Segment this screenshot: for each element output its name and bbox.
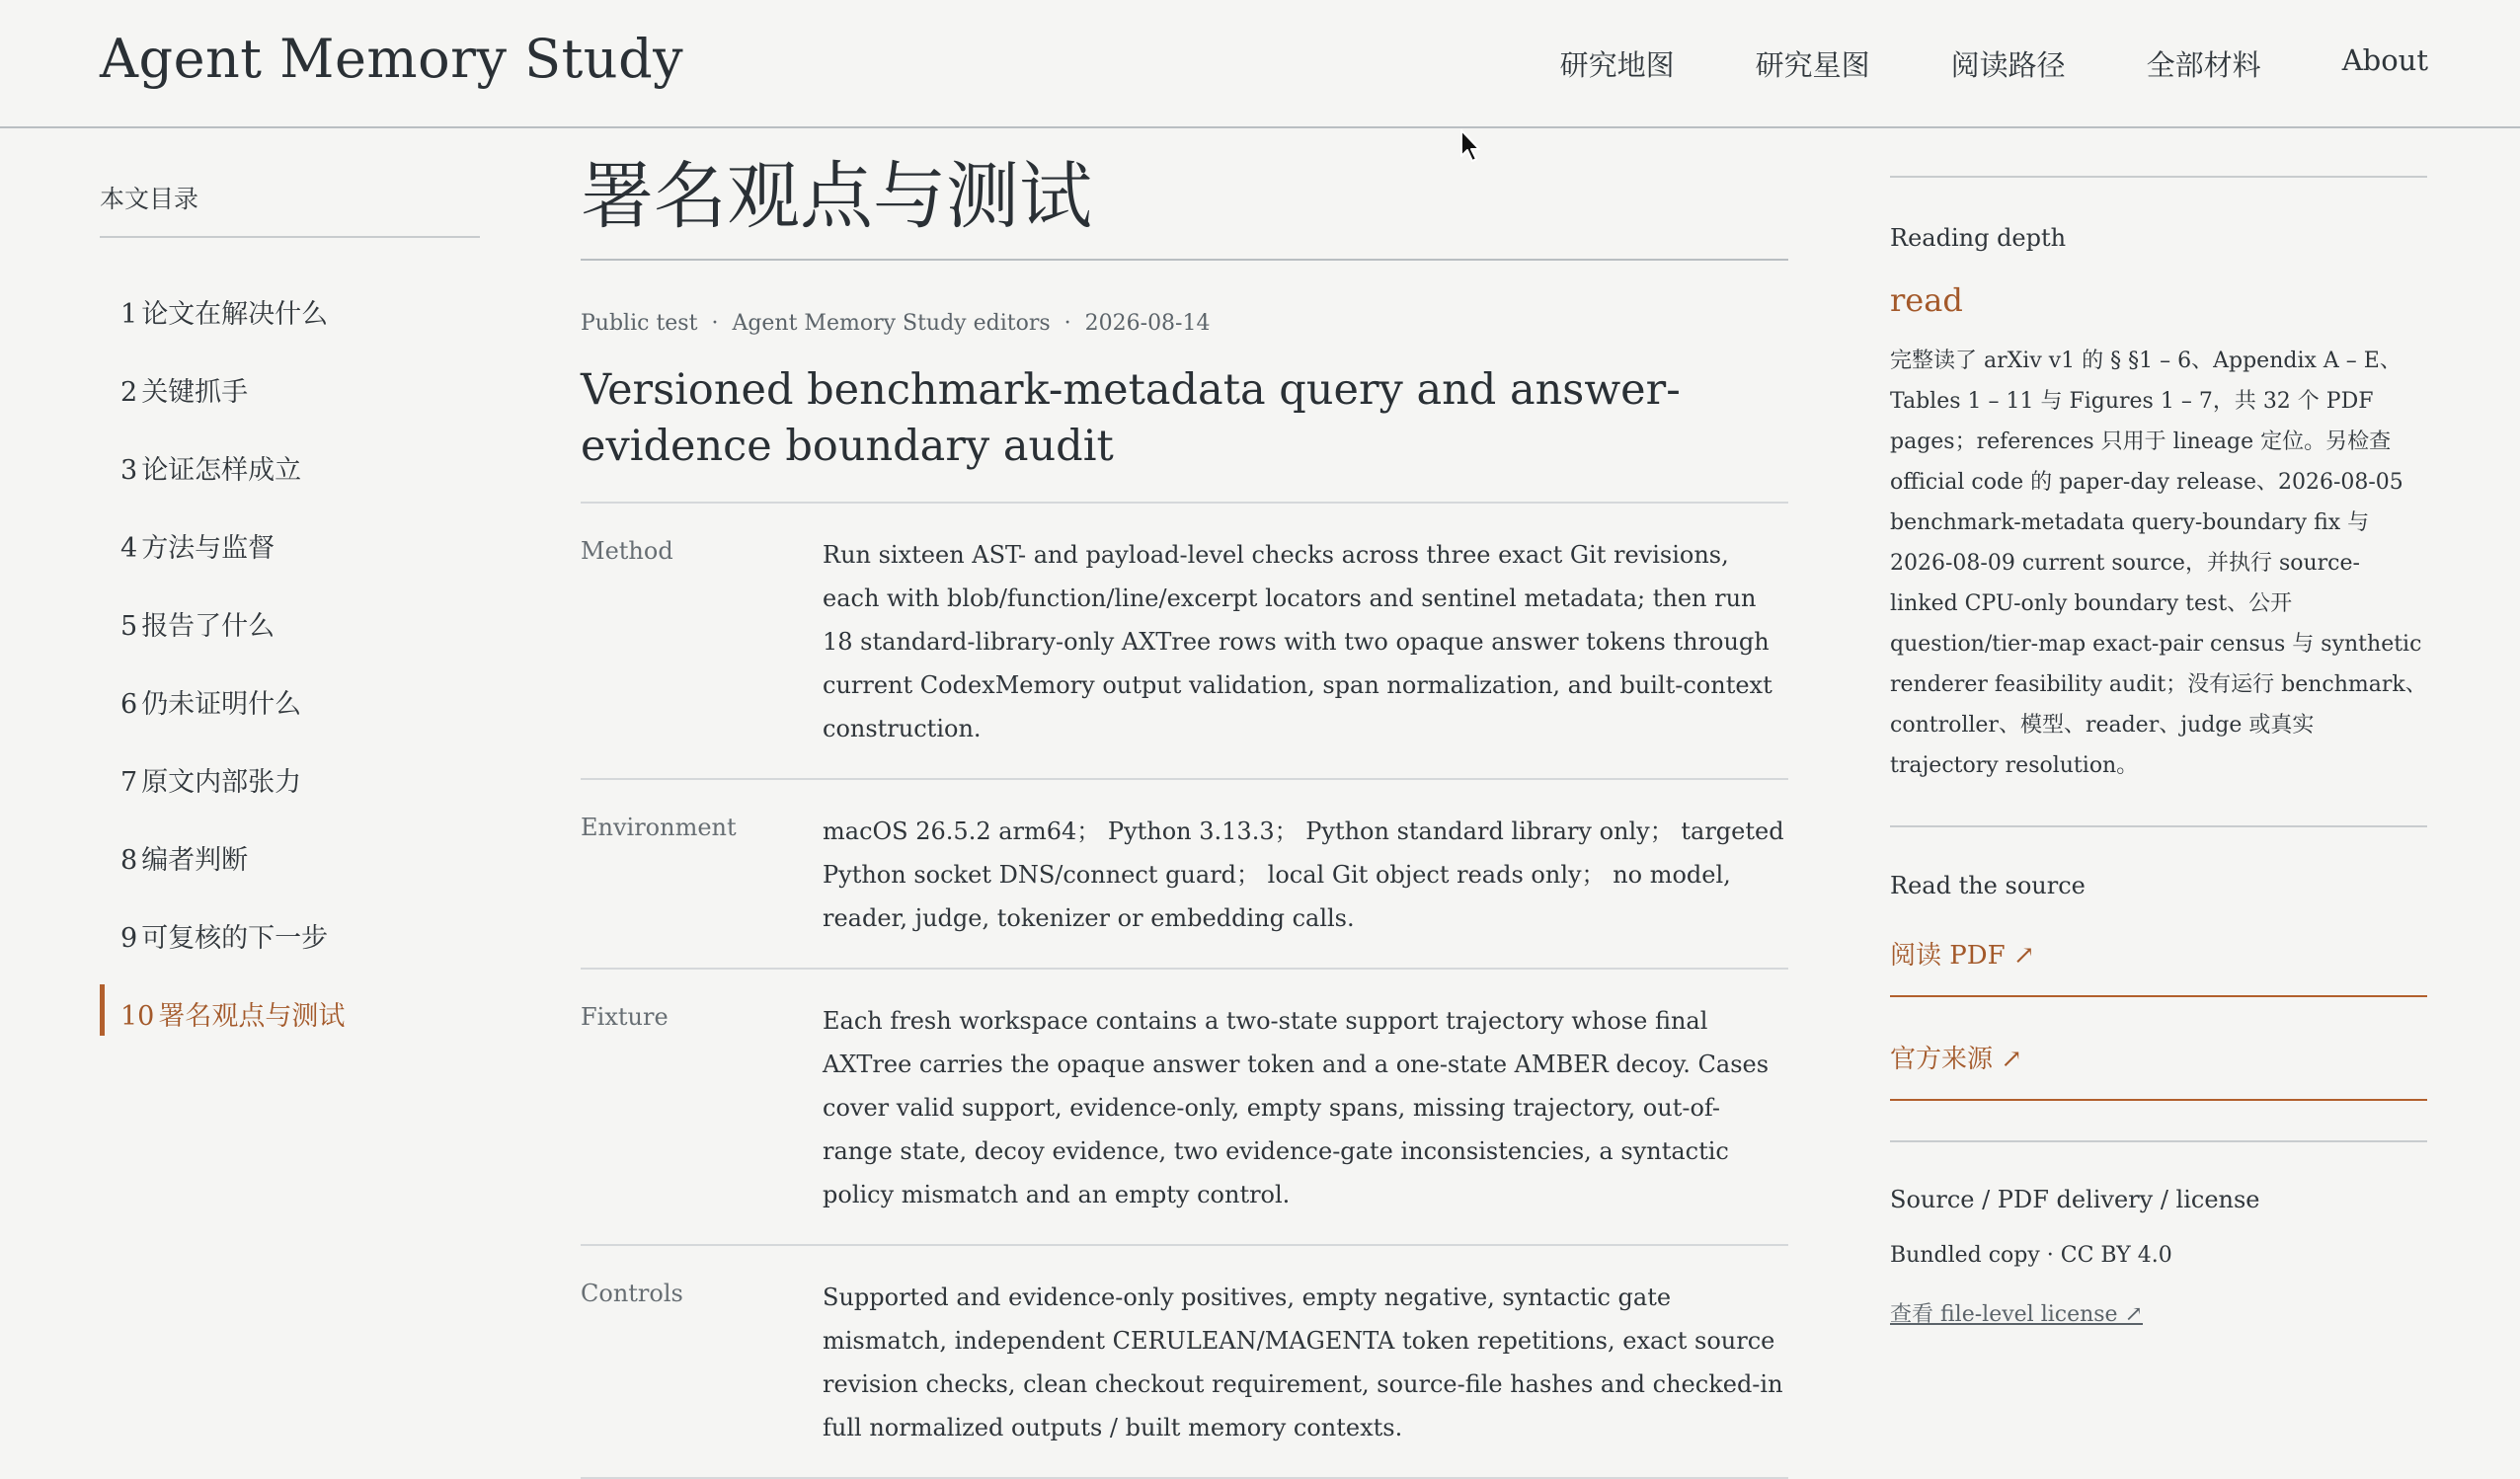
page-title: 署名观点与测试 [581,154,1092,239]
mouse-cursor-icon [1459,128,1483,164]
read-pdf-link[interactable]: 阅读 PDF ↗ [1890,935,2427,997]
row-text: Supported and evidence-only positives, empty negative, syntactic gate mismatch, independent CERULEAN/MAGENTA token repetitions, exact source revision checks, clean checkout requirement, source-file hashes and checked-in full normalized outputs / built memory contexts. [823,1284,1783,1441]
nav-all-materials[interactable]: 全部材料 [2146,48,2261,82]
toc-item-4[interactable]: 4 方法与监督 [120,533,276,564]
site-brand[interactable]: Agent Memory Study [100,28,684,90]
file-license-link[interactable]: 查看 file-level license ↗ [1890,1302,2144,1327]
row-label: Fixture [581,1003,669,1031]
nav-research-constellation[interactable]: 研究星图 [1755,48,1870,82]
toc-item-10-active[interactable]: 10 署名观点与测试 [100,994,480,1072]
sidebar-divider [1890,825,2427,827]
test-title: Versioned benchmark-metadata query and answer-evidence boundary audit [581,365,1681,471]
license-value: Bundled copy · CC BY 4.0 [1890,1243,2172,1268]
detail-row-environment [581,778,1788,968]
sidebar-top-divider [1890,176,2427,178]
meta-date: 2026-08-14 [1084,311,1211,336]
row-text: Run sixteen AST- and payload-level checks across three exact Git revisions, each with blob/function/line/excerpt locators and sentinel metadata; then run 18 standard-library-only AXTree rows with two opaque answer tokens through current CodexMemory output validation, span normalization, and built-context construction. [823,541,1772,742]
reading-depth-description: 完整读了 arXiv v1 的 § §1 – 6、Appendix A – E、Tables 1 – 11 与 Figures 1 – 7，共 32 个 PDF pages；references 只用于 lineage 定位。另检查 official code 的 paper-day release、2026-08-05 benchmark-metadata query-boundary fix 与 2026-08-09 current source，并执行 source-linked CPU-only boundary test、公开 question/tier-map exact-pair census 与 synthetic renderer feasibility audit；没有运行 benchmark、controller、模型、reader、judge 或真实 trajectory resolution。 [1890,349,2427,778]
toc-item-1[interactable]: 1 论文在解决什么 [120,299,329,330]
reading-depth-value: read [1890,281,1963,319]
license-label: Source / PDF delivery / license [1890,1186,2260,1213]
toc-title: 本文目录 [100,185,199,213]
nav-reading-path[interactable]: 阅读路径 [1950,48,2066,82]
detail-row-controls [581,1244,1788,1477]
title-divider [581,259,1788,261]
right-sidebar [1890,176,2427,1328]
toc-item-8[interactable]: 8 编者判断 [120,845,249,876]
table-of-contents [100,292,480,1072]
toc-item-6[interactable]: 6 仍未证明什么 [120,689,302,720]
toc-item-2[interactable]: 2 关键抓手 [120,377,249,408]
test-details [581,502,1788,1479]
nav-about[interactable]: About [2341,43,2428,77]
toc-item-3[interactable]: 3 论证怎样成立 [120,455,302,486]
toc-item-9[interactable]: 9 可复核的下一步 [120,923,329,954]
detail-row-fixture [581,968,1788,1244]
row-label: Environment [581,814,737,841]
meta-separator: · [711,311,719,336]
row-label: Method [581,537,673,565]
article-meta [581,311,1210,336]
reading-depth-label: Reading depth [1890,224,2067,252]
row-label: Controls [581,1280,683,1307]
meta-type: Public test [581,311,698,336]
row-text: macOS 26.5.2 arm64； Python 3.13.3； Python standard library only； targeted Python socket DNS/connect guard； local Git object reads only； no model, reader, judge, tokenizer or embedding calls. [823,817,1784,932]
toc-item-5[interactable]: 5 报告了什么 [120,611,276,642]
meta-separator: · [1063,311,1071,336]
toc-divider [100,236,480,238]
top-bar [0,0,2520,128]
toc-item-7[interactable]: 7 原文内部张力 [120,767,302,798]
nav-research-map[interactable]: 研究地图 [1559,48,1675,82]
official-source-link[interactable]: 官方来源 ↗ [1890,1039,2427,1101]
meta-authors: Agent Memory Study editors [732,311,1051,336]
read-source-label: Read the source [1890,872,2086,899]
main-nav [1560,43,2428,84]
detail-row-method [581,502,1788,778]
row-text: Each fresh workspace contains a two-state support trajectory whose final AXTree carries the opaque answer token and a one-state AMBER decoy. Cases cover valid support, evidence-only, empty spans, missing trajectory, out-of-range state, decoy evidence, two evidence-gate inconsistencies, a syntactic policy mismatch and an empty control. [823,1007,1770,1208]
sidebar-divider [1890,1140,2427,1142]
